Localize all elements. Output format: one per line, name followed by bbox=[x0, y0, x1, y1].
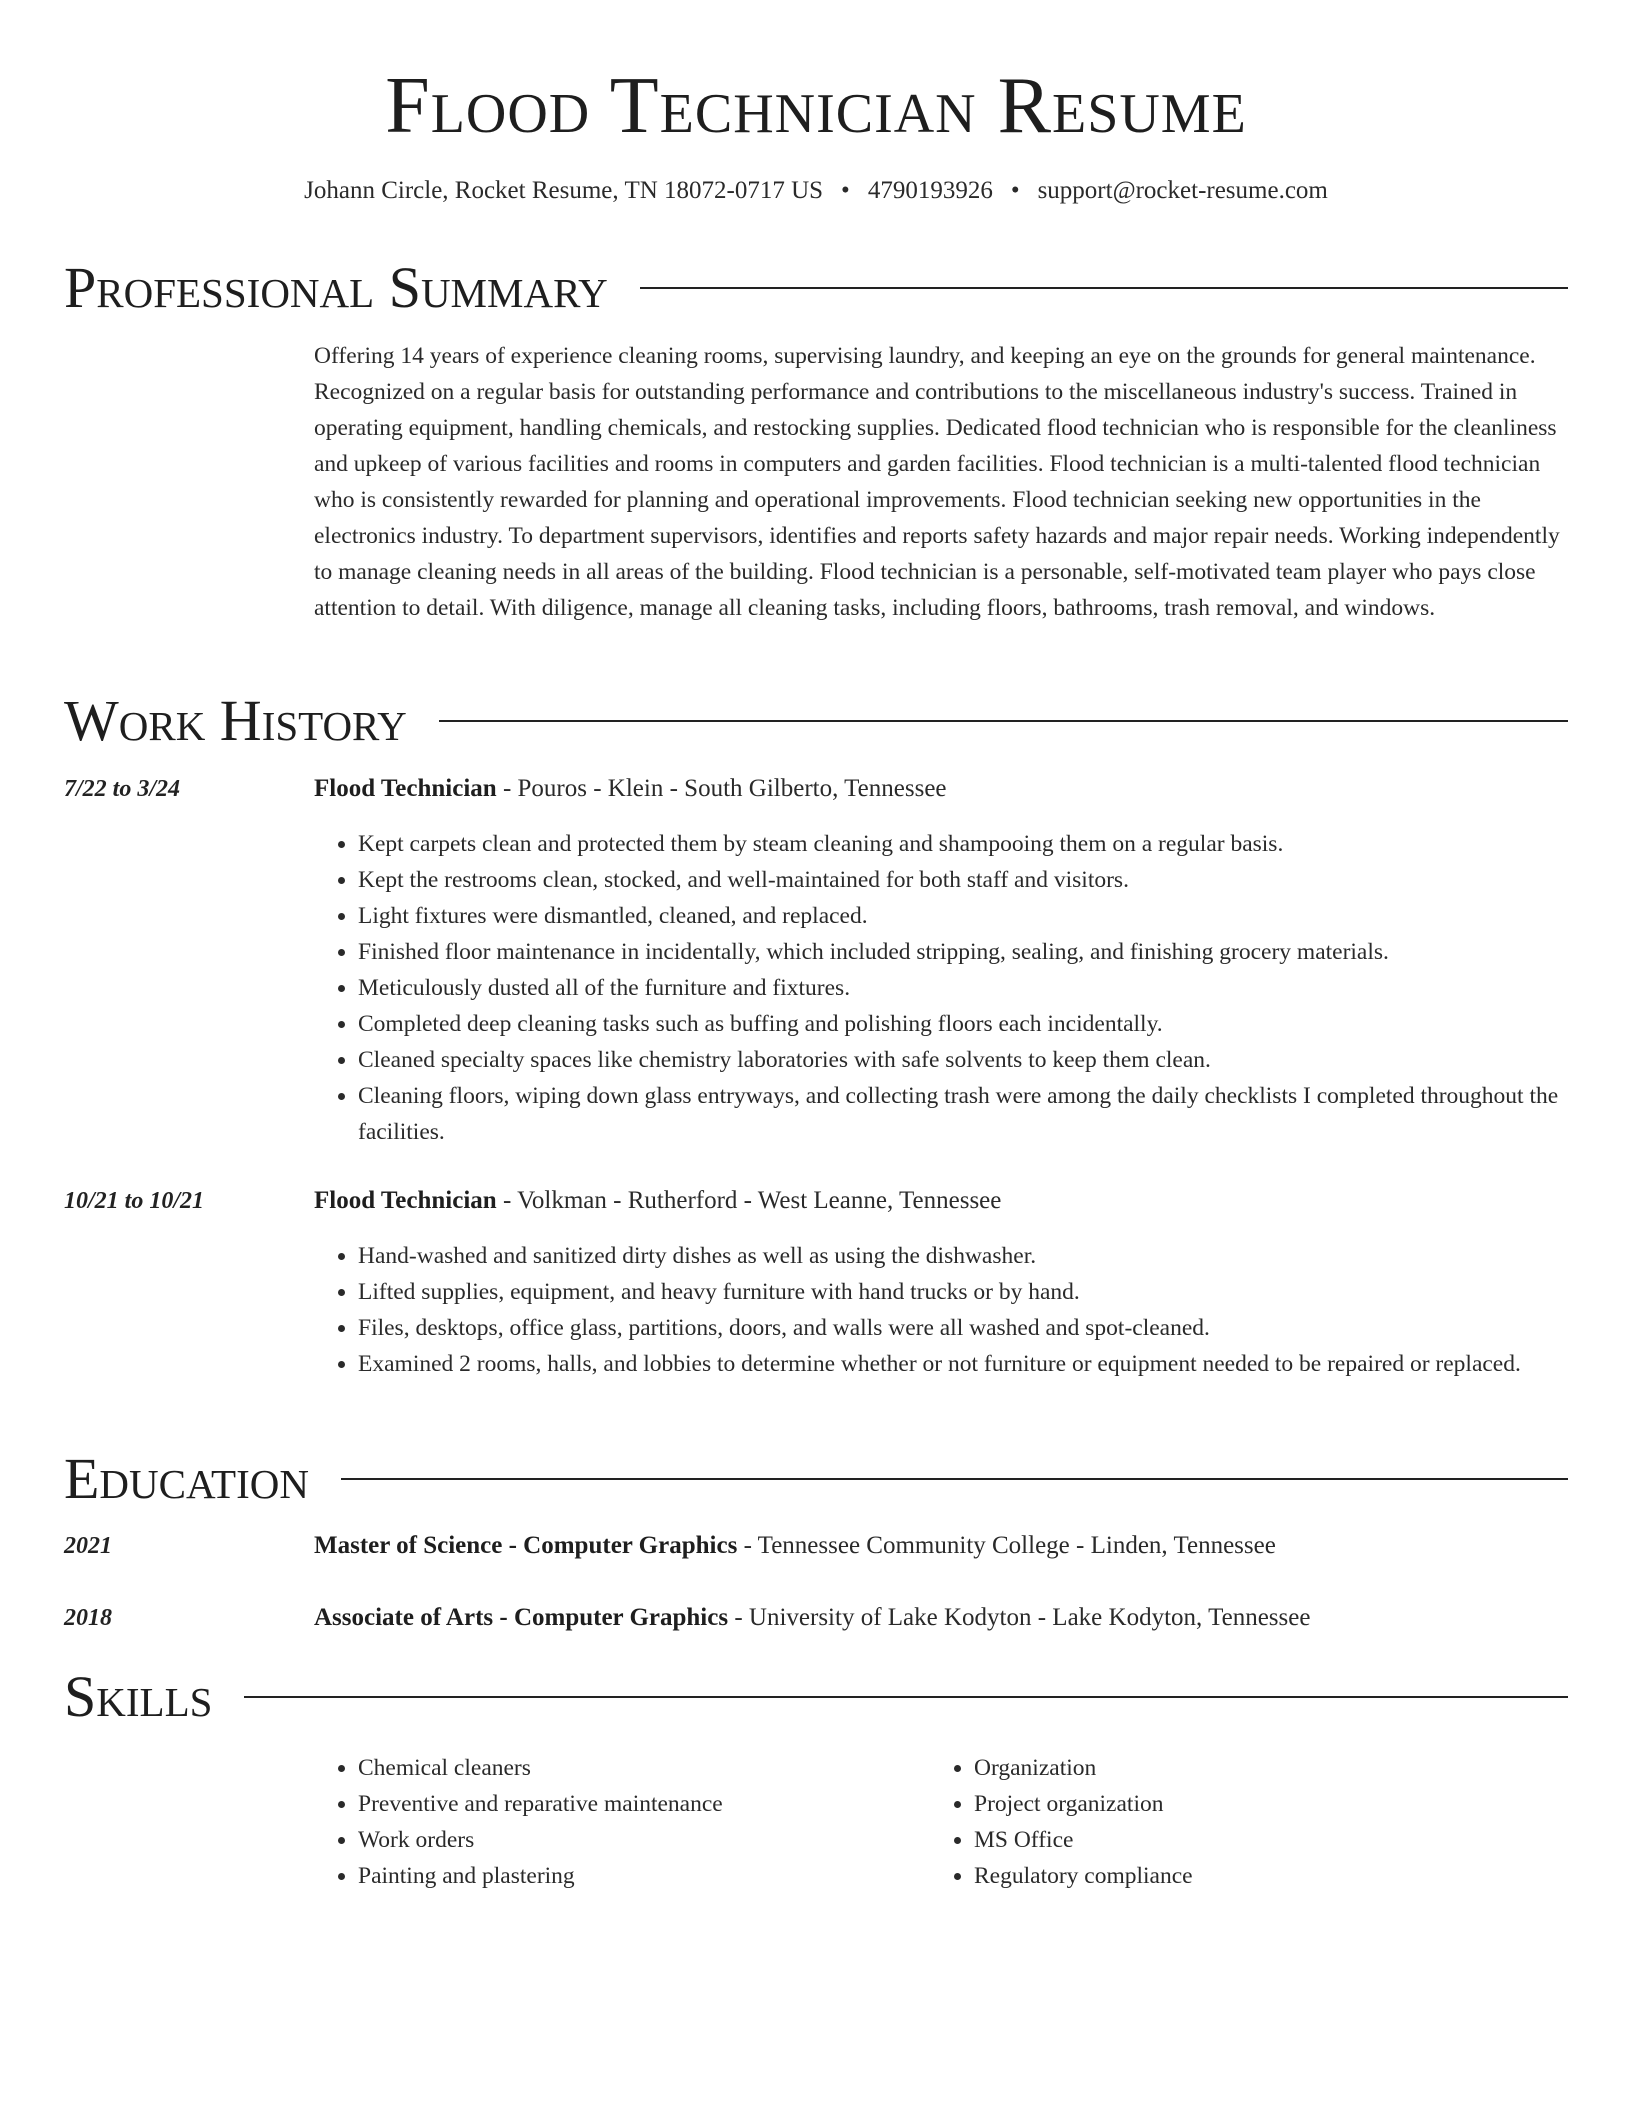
job-bullet: • Files, desktops, office glass, partitions, doors, and walls were all washed and spot-cleaned. bbox=[358, 1310, 1612, 1346]
contact-phone: 4790193926 bbox=[867, 177, 993, 204]
work-heading: Work History bbox=[64, 688, 407, 753]
job-bullet: • Kept carpets clean and protected them by steam cleaning and shampooing them on a regular basis. bbox=[358, 826, 1612, 862]
contact-email: support@rocket-resume.com bbox=[1037, 177, 1328, 204]
skill-item: • Organization bbox=[974, 1750, 1534, 1786]
section-divider bbox=[341, 1478, 1568, 1480]
job-bullet: • Cleaned specialty spaces like chemistry laboratories with safe solvents to keep them clean. bbox=[358, 1042, 1612, 1078]
skill-item: • Project organization bbox=[974, 1786, 1534, 1822]
education-year: 2021 bbox=[64, 1533, 112, 1559]
skills-list-right bbox=[930, 1750, 1534, 1894]
job-heading bbox=[314, 772, 947, 806]
job-title: Flood Technician bbox=[314, 775, 497, 802]
skill-item: • Chemical cleaners bbox=[358, 1750, 918, 1786]
skills-section-header bbox=[64, 1662, 1568, 1732]
job-bullet: • Cleaning floors, wiping down glass entryways, and collecting trash were among the daily checklists I completed throughout the facilities. bbox=[358, 1078, 1612, 1150]
contact-line bbox=[0, 174, 1632, 208]
job-bullet: • Hand-washed and sanitized dirty dishes as well as using the dishwasher. bbox=[358, 1238, 1612, 1274]
skill-item: • Preventive and reparative maintenance bbox=[358, 1786, 918, 1822]
job-heading bbox=[314, 1184, 1001, 1218]
job-bullet: • Examined 2 rooms, halls, and lobbies to determine whether or not furniture or equipment needed to be repaired or replaced. bbox=[358, 1346, 1612, 1382]
job-bullet: • Kept the restrooms clean, stocked, and well-maintained for both staff and visitors. bbox=[358, 862, 1612, 898]
education-entry bbox=[314, 1529, 1276, 1563]
education-details: - Tennessee Community College - Linden, Tennessee bbox=[737, 1532, 1276, 1559]
summary-text: Offering 14 years of experience cleaning rooms, supervising laundry, and keeping an eye on the grounds for general maintenance. Recognized on a regular basis for outstanding performance and contributions to the miscellaneous industry's success. Trained in operating equipment, handling chemicals, and restocking supplies. Dedicated flood technician who is responsible for the cleanliness and upkeep of various facilities and rooms in computers and garden facilities. Flood technician is a multi-talented flood technician who is consistently rewarded for planning and operational improvements. Flood technician seeking new opportunities in the electronics industry. To department supervisors, identifies and reports safety hazards and major repair needs. Working independently to manage cleaning needs in all areas of the building. Flood technician is a personable, self-motivated team player who pays close attention to detail. With diligence, manage all cleaning tasks, including floors, bathrooms, trash removal, and windows. bbox=[314, 343, 1560, 621]
section-divider bbox=[244, 1696, 1568, 1698]
job-bullet: • Finished floor maintenance in incidentally, which included stripping, sealing, and finishing grocery materials. bbox=[358, 934, 1612, 970]
contact-separator: • bbox=[841, 177, 850, 204]
education-degree: Master of Science - Computer Graphics bbox=[314, 1532, 738, 1559]
resume-title: Flood Technician Resume bbox=[385, 62, 1247, 150]
education-details: - University of Lake Kodyton - Lake Kodyton, Tennessee bbox=[728, 1604, 1311, 1631]
skills-heading: Skills bbox=[64, 1664, 213, 1729]
contact-separator: • bbox=[1010, 177, 1020, 204]
job-bullets bbox=[314, 1238, 1612, 1382]
work-section-header bbox=[64, 686, 1568, 756]
skills-list-left bbox=[314, 1750, 918, 1894]
job-dates: 7/22 to 3/24 bbox=[64, 776, 181, 802]
education-heading: Education bbox=[64, 1446, 309, 1511]
job-details: - Pouros - Klein - South Gilberto, Tennessee bbox=[496, 775, 947, 802]
section-divider bbox=[640, 287, 1568, 289]
skill-item: • Regulatory compliance bbox=[974, 1858, 1534, 1894]
education-year: 2018 bbox=[64, 1605, 112, 1631]
job-title: Flood Technician bbox=[314, 1187, 497, 1214]
skill-item: • Work orders bbox=[358, 1822, 918, 1858]
job-bullet: • Completed deep cleaning tasks such as buffing and polishing floors each incidentally. bbox=[358, 1006, 1612, 1042]
section-divider bbox=[439, 720, 1568, 722]
education-entry bbox=[314, 1601, 1310, 1635]
summary-heading: Professional Summary bbox=[64, 255, 608, 320]
job-bullet: • Meticulously dusted all of the furniture and fixtures. bbox=[358, 970, 1612, 1006]
skill-item: • Painting and plastering bbox=[358, 1858, 918, 1894]
job-bullet: • Light fixtures were dismantled, cleaned, and replaced. bbox=[358, 898, 1612, 934]
job-dates: 10/21 to 10/21 bbox=[64, 1188, 205, 1214]
education-degree: Associate of Arts - Computer Graphics bbox=[314, 1604, 729, 1631]
job-bullet: • Lifted supplies, equipment, and heavy furniture with hand trucks or by hand. bbox=[358, 1274, 1612, 1310]
skill-item: • MS Office bbox=[974, 1822, 1534, 1858]
job-bullets bbox=[314, 826, 1612, 1150]
education-section-header bbox=[64, 1444, 1568, 1514]
contact-address: Johann Circle, Rocket Resume, TN 18072-0717 US bbox=[304, 177, 824, 204]
job-details: - Volkman - Rutherford - West Leanne, Tennessee bbox=[496, 1187, 1002, 1214]
summary-section-header bbox=[64, 253, 1568, 323]
